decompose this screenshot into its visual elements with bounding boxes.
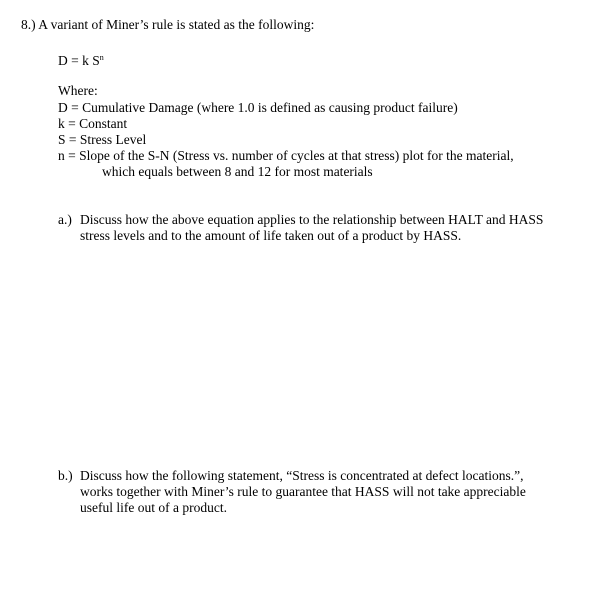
part-a-text-1: Discuss how the above equation applies to the relationship between HALT and HASS [80, 212, 544, 227]
miner-equation [58, 53, 104, 71]
definition-k: k = Constant [58, 116, 128, 131]
part-a-label: a.) [58, 212, 72, 227]
part-a-line-1 [58, 212, 543, 228]
equation-exponent: n [99, 53, 104, 62]
part-b-text-1: Discuss how the following statement, “Stress is concentrated at defect locations.”, [80, 468, 524, 483]
question-title: 8.) A variant of Miner’s rule is stated as the following: [21, 17, 315, 32]
definition-n-continuation: which equals between 8 and 12 for most materials [102, 164, 373, 179]
definition-d: D = Cumulative Damage (where 1.0 is defined as causing product failure) [58, 100, 458, 115]
definition-s: S = Stress Level [58, 132, 147, 147]
part-a-line-2: stress levels and to the amount of life taken out of a product by HASS. [80, 228, 462, 243]
where-label: Where: [58, 83, 98, 98]
part-b-label: b.) [58, 468, 73, 483]
part-b-line-2: works together with Miner’s rule to guarantee that HASS will not take appreciable [80, 484, 526, 499]
definition-n: n = Slope of the S-N (Stress vs. number of cycles at that stress) plot for the material, [58, 148, 514, 163]
equation-base: D = k S [58, 53, 100, 68]
part-b-line-1 [58, 468, 524, 484]
part-b-line-3: useful life out of a product. [80, 500, 227, 515]
